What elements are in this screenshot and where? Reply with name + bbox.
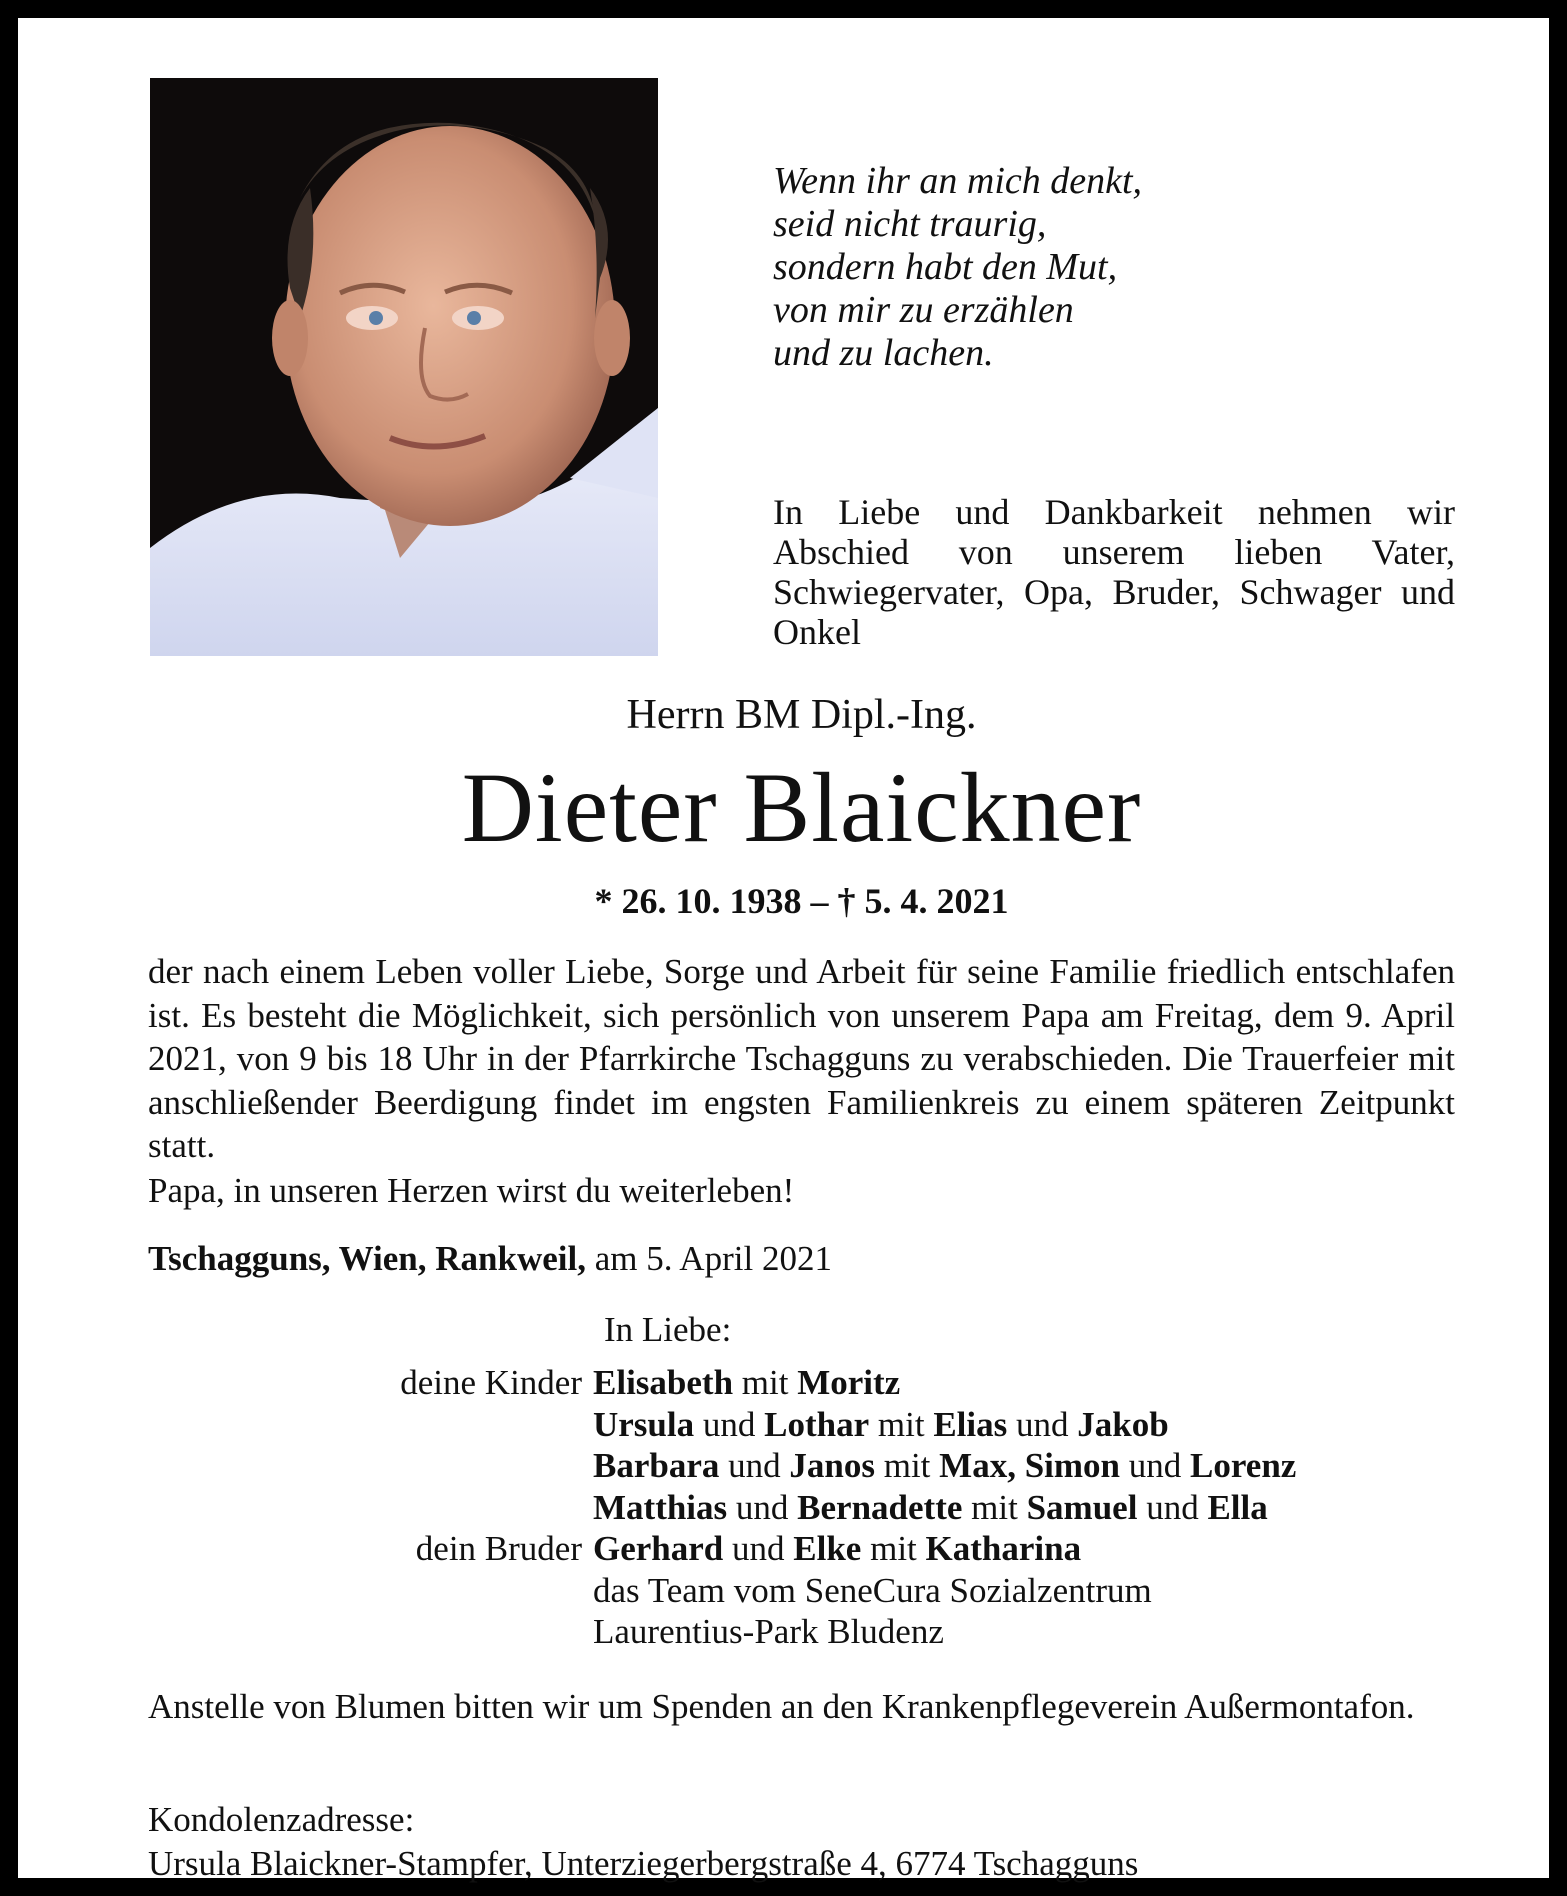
mourner-row — [148, 1570, 1468, 1612]
title-salutation: Herrn BM Dipl.-Ing. — [626, 692, 977, 738]
portrait-illustration — [150, 78, 658, 656]
mourner-names — [593, 1570, 1468, 1612]
mourner-connector: mit — [869, 1404, 934, 1444]
quote-line: seid nicht traurig, — [773, 203, 1047, 245]
mourners-list — [148, 1362, 1468, 1653]
mourner-relation — [148, 1611, 593, 1653]
mourner-name: Lothar — [764, 1404, 870, 1444]
mourner-name: Max, Simon — [939, 1446, 1121, 1485]
closing-line: Papa, in unseren Herzen wirst du weiterleben! — [148, 1171, 795, 1210]
mourner-row — [148, 1611, 1468, 1653]
quote-line: Wenn ihr an mich denkt, — [773, 160, 1143, 202]
mourner-name: Elias — [933, 1404, 1008, 1444]
mourner-connector: und — [694, 1404, 765, 1444]
mourner-connector: und — [1120, 1446, 1191, 1485]
mourner-name: Katharina — [925, 1529, 1082, 1568]
obituary-body: der nach einem Leben voller Liebe, Sorge und Arbeit für seine Familie friedlich entschlafen ist. Es besteht die Möglichkeit, sich persönlich von unserem Papa am Freitag, dem 9. April 2021, von 9 bis 18 Uhr in der Pfarrkirche Tschagguns zu verabschieden. Die Trauerfeier mit anschließender Beerdigung findet im engsten Familienkreis zu einem späteren Zeitpunkt statt. — [148, 952, 1455, 1165]
mourner-name: Barbara — [593, 1446, 720, 1485]
mourner-names — [593, 1404, 1468, 1446]
mourner-connector: mit — [733, 1363, 798, 1402]
place-locations: Tschagguns, Wien, Rankweil, — [148, 1239, 586, 1278]
mourner-relation: dein Bruder — [415, 1529, 582, 1568]
mourner-names — [593, 1528, 1468, 1570]
condolence-label: Kondolenzadresse: — [148, 1800, 415, 1839]
place-and-date — [148, 1239, 832, 1279]
mourner-relation — [148, 1487, 593, 1529]
mourner-names — [593, 1445, 1468, 1487]
mourner-names — [593, 1611, 1468, 1653]
mourner-connector: und — [719, 1446, 790, 1485]
mourner-row — [148, 1528, 1468, 1570]
mourner-relation: deine Kinder — [400, 1363, 582, 1402]
mourner-connector: und — [723, 1529, 794, 1568]
life-dates: * 26. 10. 1938 – † 5. 4. 2021 — [594, 881, 1009, 921]
donation-note: Anstelle von Blumen bitten wir um Spenden an den Krankenpflegeverein Außermontafon. — [148, 1687, 1415, 1726]
mourner-name: Matthias — [593, 1487, 728, 1527]
mourner-name: Samuel — [1026, 1487, 1138, 1527]
mourner-row — [148, 1487, 1468, 1529]
mourner-name: Elke — [793, 1529, 862, 1568]
mourner-relation — [148, 1404, 593, 1446]
portrait-photo — [150, 78, 658, 656]
mourner-connector: und — [1007, 1404, 1078, 1444]
mourner-name: Gerhard — [593, 1529, 724, 1568]
mourner-connector: das Team vom SeneCura Sozialzentrum — [593, 1570, 1152, 1610]
deceased-name: Dieter Blaickner — [461, 752, 1142, 863]
mourner-connector: mit — [874, 1446, 940, 1485]
mourner-name: Bernadette — [797, 1487, 963, 1527]
mourner-names — [593, 1487, 1468, 1529]
mourner-name: Lorenz — [1190, 1446, 1297, 1485]
quote-line: und zu lachen. — [773, 332, 994, 374]
mourner-connector: und — [727, 1487, 798, 1527]
condolence-address: Ursula Blaickner-Stampfer, Unterziegerbergstraße 4, 6774 Tschagguns — [148, 1844, 1139, 1883]
mourner-name: Ursula — [593, 1404, 695, 1444]
mourner-names — [593, 1362, 1468, 1404]
mourner-connector: Laurentius-Park Bludenz — [593, 1612, 944, 1651]
mourner-name: Ella — [1207, 1487, 1268, 1527]
quote-line: sondern habt den Mut, — [773, 246, 1118, 288]
mourner-name: Elisabeth — [593, 1363, 734, 1402]
mourner-relation — [148, 1445, 593, 1487]
mourner-row — [148, 1362, 1468, 1404]
mourner-relation — [148, 1570, 593, 1612]
mourner-row — [148, 1445, 1468, 1487]
mourner-connector: mit — [962, 1487, 1027, 1527]
mourner-connector: mit — [861, 1529, 926, 1568]
in-love-label: In Liebe: — [604, 1310, 732, 1349]
quote-line: von mir zu erzählen — [773, 289, 1074, 331]
mourner-connector: und — [1137, 1487, 1208, 1527]
farewell-intro: In Liebe und Dankbarkeit nehmen wir Abschied von unserem lieben Vater, Schwiegervater, Opa, Bruder, Schwager und Onkel — [773, 492, 1455, 652]
mourner-name: Moritz — [797, 1363, 901, 1402]
place-date: am 5. April 2021 — [594, 1239, 832, 1278]
memorial-quote — [773, 160, 1333, 375]
mourner-row — [148, 1404, 1468, 1446]
mourner-name: Jakob — [1077, 1404, 1169, 1444]
mourner-name: Janos — [789, 1446, 875, 1485]
